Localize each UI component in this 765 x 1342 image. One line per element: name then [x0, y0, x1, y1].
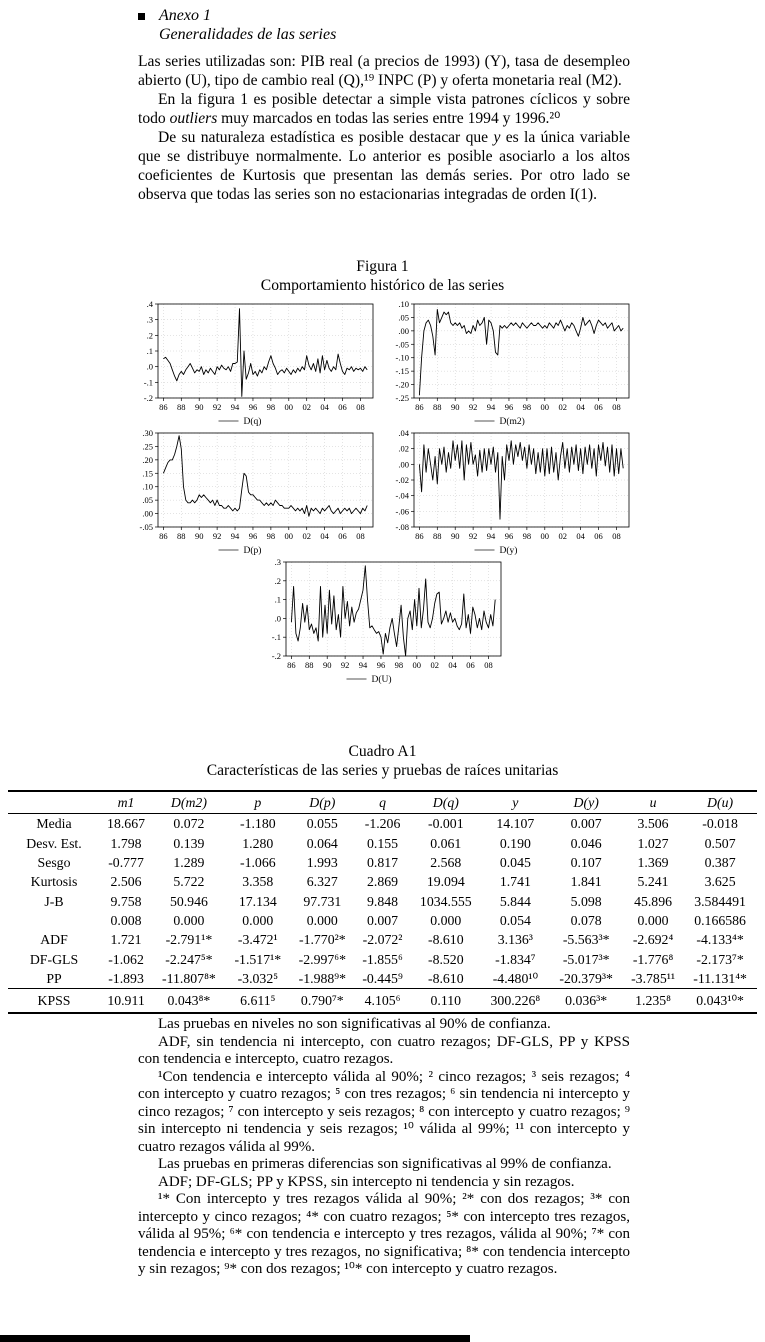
table-cell: 0.045: [499, 854, 531, 870]
table-cell: 0.007: [570, 816, 602, 832]
table-header: [8, 791, 757, 814]
table-cell: 4.105⁶: [355, 989, 411, 1014]
svg-text:86: 86: [159, 402, 168, 412]
svg-text:94: 94: [230, 402, 240, 412]
svg-text:02: 02: [558, 531, 567, 541]
svg-text:-.15: -.15: [395, 366, 409, 377]
chart-legend-label: D(m2): [499, 417, 525, 427]
cuadro-a1-title: [0, 742, 765, 780]
table-notes: [138, 1016, 630, 1279]
paragraph-2-text: En la figura 1 es posible detectar a simple vista patrones cíclicos y sobre todo: [138, 91, 630, 127]
svg-text:.00: .00: [398, 325, 409, 336]
table-cell: 5.844: [499, 893, 531, 909]
svg-text:00: 00: [284, 531, 294, 541]
chart-svg-D(m2): [384, 300, 637, 427]
table-cell: -2.247⁵*: [165, 951, 213, 967]
svg-text:.25: .25: [142, 441, 153, 452]
table-cell: 0.790⁷*: [290, 989, 355, 1014]
table-cell: 9.758: [110, 893, 142, 909]
note-paragraph: ADF, sin tendencia ni intercepto, con cuatro rezagos; DF-GLS, PP y KPSS con tendencia e intercepto, cuatro rezagos.: [138, 1033, 630, 1067]
table-cell: -2.072²: [362, 932, 403, 948]
cuadro-title-line2: Características de las series y pruebas de raíces unitarias: [206, 762, 559, 779]
table-row: [8, 950, 757, 969]
table-cell: 0.046: [570, 835, 602, 851]
column-header: D(q): [410, 791, 481, 814]
svg-text:96: 96: [504, 531, 514, 541]
note-paragraph: ADF; DF-GLS; PP y KPSS, sin intercepto ni tendencia y sin rezagos.: [158, 1173, 575, 1190]
table-cell: -1.770²*: [298, 932, 346, 948]
svg-text:06: 06: [594, 402, 603, 412]
table-cell: -0.777: [108, 854, 144, 870]
table-cell: -3.785¹¹: [631, 971, 675, 987]
table-cell: 0.817: [367, 854, 399, 870]
paragraph-3-text: De su naturaleza estadística es posible destacar que: [158, 129, 494, 146]
svg-text:98: 98: [266, 402, 276, 412]
table-cell: -11.807⁸*: [162, 971, 216, 987]
table-cell: 1.235⁸: [623, 989, 683, 1014]
table-row: [8, 911, 757, 930]
row-label: PP: [46, 971, 62, 987]
table-cell: 0.007: [367, 913, 399, 929]
table-row: [8, 814, 757, 834]
table-cell: 0.000: [173, 913, 205, 929]
table-cell: 0.000: [242, 913, 274, 929]
svg-text:.20: .20: [142, 454, 153, 465]
table-cell: -2.791¹*: [165, 932, 213, 948]
table-cell: 1.369: [637, 854, 669, 870]
svg-text:.2: .2: [146, 330, 153, 341]
table-cell: 9.848: [367, 893, 399, 909]
chart-svg-D(p): [128, 429, 381, 556]
table-cell: 1034.555: [419, 893, 472, 909]
svg-text:00: 00: [412, 660, 422, 670]
table-cell: 5.722: [173, 874, 205, 890]
svg-text:-.1: -.1: [271, 632, 281, 643]
table-cell: -2.692⁴: [632, 932, 674, 948]
row-label: [8, 911, 100, 930]
chart-svg-D(q): [128, 300, 381, 427]
table-cell: 17.134: [238, 893, 277, 909]
svg-text:92: 92: [212, 531, 222, 541]
table-cell: 0.166586: [694, 913, 746, 929]
chart-d-p: [128, 429, 381, 556]
table-cell: 0.078: [570, 913, 602, 929]
table-row: [8, 969, 757, 989]
table-cell: -1.066: [239, 854, 276, 870]
svg-text:-.05: -.05: [139, 522, 153, 532]
annex-title: Anexo 1: [159, 7, 211, 24]
table-cell: 50.946: [169, 893, 208, 909]
svg-text:86: 86: [415, 402, 424, 412]
column-header: D(p): [290, 791, 355, 814]
table-cell: 0.155: [367, 835, 399, 851]
svg-text:-.05: -.05: [395, 339, 409, 350]
row-label: J-B: [44, 893, 64, 909]
table-cell: -5.017³*: [562, 951, 610, 967]
svg-text:.30: .30: [142, 429, 153, 438]
table-row: [8, 930, 757, 949]
table-cell: 1.741: [499, 874, 531, 890]
svg-text:88: 88: [177, 402, 186, 412]
column-header: D(m2): [152, 791, 226, 814]
svg-text:92: 92: [340, 660, 350, 670]
table-cell: -2.173⁷*: [696, 951, 744, 967]
figure-1: [0, 257, 765, 685]
svg-text:.0: .0: [274, 613, 281, 624]
row-label: Kurtosis: [30, 874, 78, 890]
svg-text:-.20: -.20: [395, 379, 409, 390]
svg-text:04: 04: [576, 402, 585, 412]
note-paragraph: Las pruebas en primeras diferencias son significativas al 99% de confianza.: [158, 1156, 612, 1172]
table-cell: 6.327: [306, 874, 338, 890]
svg-text:08: 08: [356, 402, 365, 412]
column-header: D(u): [683, 791, 757, 814]
table-cell: -5.563³*: [562, 932, 610, 948]
svg-text:.00: .00: [398, 459, 409, 470]
table-cell: 0.190: [499, 835, 531, 851]
table-cell: 0.061: [430, 835, 462, 851]
unit-root-table: [8, 790, 757, 1014]
svg-text:.05: .05: [398, 312, 409, 323]
table-cell: 1.289: [173, 854, 205, 870]
svg-text:92: 92: [212, 402, 222, 412]
table-cell: -11.131⁴*: [693, 971, 747, 987]
chart-d-u: [256, 558, 509, 685]
paragraph-1: Las series utilizadas son: PIB real (a precios de 1993) (Y), tasa de desempleo abierto (U), tipo de cambio real (Q),¹⁹ INPC (P) y oferta monetaria real (M2).: [138, 53, 630, 89]
svg-text:86: 86: [287, 660, 296, 670]
table-cell: -8.610: [427, 932, 464, 948]
table-cell: 1.280: [242, 835, 274, 851]
table-cell: -4.480¹⁰: [492, 971, 539, 987]
svg-text:88: 88: [433, 402, 442, 412]
row-label: KPSS: [8, 989, 100, 1014]
table-cell: 0.064: [306, 835, 338, 851]
paragraph-2: [138, 90, 630, 128]
svg-text:86: 86: [415, 531, 424, 541]
svg-text:98: 98: [394, 660, 404, 670]
table-cell: 1.721: [110, 932, 142, 948]
svg-text:-.1: -.1: [143, 377, 153, 388]
column-header: y: [481, 791, 549, 814]
svg-text:.05: .05: [142, 495, 153, 506]
row-label: ADF: [40, 932, 68, 948]
table-cell: 2.568: [430, 854, 462, 870]
figure-subtitle: Comportamiento histórico de las series: [260, 277, 505, 294]
column-header: m1: [100, 791, 152, 814]
table-cell: 0.054: [499, 913, 531, 929]
annex-subtitle: Generalidades de las series: [159, 26, 337, 43]
svg-text:06: 06: [594, 531, 603, 541]
svg-text:06: 06: [338, 402, 347, 412]
svg-text:08: 08: [356, 531, 365, 541]
svg-text:96: 96: [504, 402, 514, 412]
table-cell: 0.072: [173, 816, 205, 832]
table-row: [8, 872, 757, 891]
table-cell: 300.226⁸: [481, 989, 549, 1014]
svg-text:02: 02: [430, 660, 439, 670]
svg-text:98: 98: [522, 402, 532, 412]
table-row: [8, 853, 757, 872]
svg-text:90: 90: [322, 660, 332, 670]
intro-paragraphs: [138, 52, 630, 204]
note-paragraph: ¹Con tendencia e intercepto válida al 90%; ² cinco rezagos; ³ seis rezagos; ⁴ con intercepto y cuatro rezagos; ⁵ con tres rezagos; ⁶ sin tendencia ni intercepto y cinco rezagos; ⁷ con intercepto y seis rezagos; ⁸ con intercepto y cuatro rezagos; ⁹ sin intercepto ni tendencia y seis rezagos; ¹⁰ válida al 99%; ¹¹ con intercepto y cuatro rezagos válida al 99%.: [138, 1068, 630, 1155]
table-cell: 5.098: [570, 893, 602, 909]
column-header: D(y): [549, 791, 623, 814]
table-cell: -1.776⁸: [632, 951, 674, 967]
row-label: Sesgo: [37, 854, 71, 870]
chart-d-y: [384, 429, 637, 556]
table-cell: 2.506: [110, 874, 142, 890]
table-cell: 14.107: [496, 816, 535, 832]
svg-text:04: 04: [448, 660, 457, 670]
table-cell: -1.062: [108, 951, 144, 967]
svg-text:-.02: -.02: [395, 475, 409, 485]
svg-text:02: 02: [302, 531, 311, 541]
table-cell: 2.869: [367, 874, 399, 890]
table-cell: 45.896: [634, 893, 673, 909]
table-row: [8, 989, 757, 1014]
svg-text:90: 90: [450, 402, 460, 412]
table-cell: -0.445⁹: [362, 971, 403, 987]
table-cell: -1.517¹*: [234, 951, 282, 967]
svg-text:.3: .3: [146, 314, 153, 325]
svg-text:98: 98: [266, 531, 276, 541]
table-cell: -1.855⁶: [362, 951, 403, 967]
table-cell: 1.027: [637, 835, 669, 851]
figure-charts: [0, 300, 765, 685]
svg-text:94: 94: [486, 402, 496, 412]
chart-svg-D(U): [256, 558, 509, 685]
paragraph-3-italic: y: [493, 129, 501, 146]
table-cell: 3.625: [704, 874, 736, 890]
note-paragraph: ¹* Con intercepto y tres rezagos válida al 90%; ²* con dos rezagos; ³* con intercepto y cinco rezagos; ⁴* con cuatro rezagos; ⁵* con intercepto tres rezagos, válida al 95%; ⁶* con tendencia e intercepto y tres rezagos, válida al 90%; ⁷* con tendencia e intercepto y tres rezagos, no significativa; ⁸* con tendencia intercepto y sin rezagos; ⁹* con dos rezagos; ¹⁰* con intercepto y cuatro rezagos.: [138, 1191, 630, 1277]
table-cell: -3.472¹: [237, 932, 278, 948]
chart-legend-label: D(U): [371, 675, 392, 685]
svg-text:94: 94: [486, 531, 496, 541]
table-cell: -0.001: [427, 816, 464, 832]
table-cell: 0.507: [704, 835, 736, 851]
column-header: u: [623, 791, 683, 814]
svg-text:96: 96: [248, 531, 258, 541]
table-cell: -1.834⁷: [495, 951, 536, 967]
chart-d-q: [128, 300, 381, 427]
table-cell: 0.000: [306, 913, 338, 929]
svg-text:.1: .1: [274, 594, 281, 605]
svg-text:04: 04: [320, 402, 329, 412]
svg-text:.1: .1: [146, 346, 153, 356]
table-cell: 0.008: [110, 913, 142, 929]
bullet-square-icon: [138, 13, 145, 20]
svg-text:02: 02: [558, 402, 567, 412]
svg-text:88: 88: [177, 531, 186, 541]
table-cell: 0.139: [173, 835, 205, 851]
svg-text:-.06: -.06: [395, 506, 409, 517]
svg-text:00: 00: [540, 402, 550, 412]
svg-text:-.10: -.10: [395, 352, 409, 363]
table-cell: 1.841: [570, 874, 602, 890]
svg-text:88: 88: [433, 531, 442, 541]
svg-text:94: 94: [230, 531, 240, 541]
table-cell: -8.520: [427, 951, 464, 967]
table-cell: 0.110: [410, 989, 481, 1014]
svg-text:90: 90: [450, 531, 460, 541]
svg-text:02: 02: [302, 402, 311, 412]
table-cell: -2.997⁶*: [298, 951, 346, 967]
chart-legend-label: D(q): [243, 417, 262, 427]
paragraph-2-text: muy marcados en todas las series entre 1994 y 1996.²⁰: [217, 110, 561, 127]
svg-text:94: 94: [358, 660, 368, 670]
svg-text:90: 90: [194, 531, 204, 541]
svg-text:.00: .00: [142, 508, 153, 519]
svg-text:08: 08: [484, 660, 493, 670]
svg-text:08: 08: [612, 402, 621, 412]
table-cell: 0.036³*: [549, 989, 623, 1014]
paragraph-3: [138, 128, 630, 204]
table-cell: 97.731: [303, 893, 342, 909]
table-cell: 0.055: [306, 816, 338, 832]
table-cell: 19.094: [426, 874, 465, 890]
table-cell: 0.043⁸*: [152, 989, 226, 1014]
row-label: DF-GLS: [29, 951, 79, 967]
svg-text:04: 04: [320, 531, 329, 541]
svg-text:.10: .10: [142, 481, 153, 492]
table-row: [8, 892, 757, 911]
chart-legend-label: D(p): [243, 546, 262, 556]
table-cell: -3.032⁵: [237, 971, 279, 987]
table-cell: -8.610: [427, 971, 464, 987]
table-body: [8, 814, 757, 1014]
table-cell: 6.611⁵: [226, 989, 290, 1014]
table-cell: 1.798: [110, 835, 142, 851]
figure-title: Figura 1: [356, 258, 409, 275]
svg-text:08: 08: [612, 531, 621, 541]
table-cell: 3.358: [242, 874, 274, 890]
table-cell: 18.667: [107, 816, 145, 832]
row-label: Desv. Est.: [26, 835, 82, 851]
svg-text:96: 96: [376, 660, 386, 670]
annex-heading: [138, 6, 336, 44]
chart-d-m2: [384, 300, 637, 427]
paragraph-2-italic: outliers: [169, 110, 218, 127]
table-cell: 0.043¹⁰*: [683, 989, 757, 1014]
svg-text:00: 00: [540, 531, 550, 541]
table-cell: 3.136³: [497, 932, 533, 948]
svg-text:00: 00: [284, 402, 294, 412]
table-cell: -20.379³*: [559, 971, 613, 987]
svg-text:06: 06: [338, 531, 347, 541]
svg-text:-.2: -.2: [143, 393, 153, 403]
table-row: [8, 833, 757, 852]
svg-text:.2: .2: [274, 575, 281, 586]
table-cell: -0.018: [702, 816, 738, 832]
svg-text:.02: .02: [398, 443, 409, 454]
bottom-black-bar: [0, 1335, 470, 1342]
svg-text:90: 90: [194, 402, 204, 412]
svg-text:86: 86: [159, 531, 168, 541]
chart-legend-label: D(y): [499, 546, 518, 556]
table-cell: 0.387: [704, 854, 736, 870]
svg-text:92: 92: [468, 531, 478, 541]
svg-text:-.08: -.08: [395, 522, 409, 532]
svg-text:96: 96: [248, 402, 258, 412]
svg-text:.10: .10: [398, 300, 409, 309]
svg-text:88: 88: [305, 660, 314, 670]
svg-text:-.2: -.2: [271, 651, 281, 661]
column-header: [8, 791, 100, 814]
table-cell: 0.000: [430, 913, 462, 929]
table-cell: 10.911: [100, 989, 152, 1014]
column-header: p: [226, 791, 290, 814]
svg-text:-.04: -.04: [395, 490, 409, 501]
table-cell: 1.993: [306, 854, 338, 870]
svg-text:92: 92: [468, 402, 478, 412]
svg-text:.15: .15: [142, 468, 153, 479]
column-header: q: [355, 791, 411, 814]
table-cell: -1.893: [108, 971, 144, 987]
svg-text:.3: .3: [274, 558, 281, 567]
chart-svg-D(y): [384, 429, 637, 556]
svg-text:06: 06: [466, 660, 475, 670]
paragraph-3-text: es la única variable que se distribuye normalmente. Lo anterior es posible asociarlo a los altos coeficientes de Kurtosis que presentan las demás series. Por otro lado se observa que todas las series son no estacionarias integradas de orden I(1).: [138, 129, 630, 203]
svg-text:98: 98: [522, 531, 532, 541]
table-cell: 3.506: [637, 816, 669, 832]
table-cell: 3.584491: [694, 893, 746, 909]
table-cell: -1.206: [364, 816, 401, 832]
table-cell: -4.133⁴*: [696, 932, 744, 948]
svg-text:04: 04: [576, 531, 585, 541]
table-cell: 0.000: [637, 913, 669, 929]
svg-text:.0: .0: [146, 361, 153, 372]
row-label: Media: [36, 816, 72, 832]
svg-text:-.25: -.25: [395, 393, 409, 403]
cuadro-title-line1: Cuadro A1: [348, 743, 417, 760]
table-cell: -1.988⁹*: [298, 971, 346, 987]
note-paragraph: Las pruebas en niveles no son significativas al 90% de confianza.: [158, 1016, 551, 1032]
table-cell: 0.107: [570, 854, 602, 870]
svg-text:.4: .4: [146, 300, 153, 309]
table-cell: -1.180: [239, 816, 276, 832]
table-cell: 5.241: [637, 874, 669, 890]
svg-text:.04: .04: [398, 429, 409, 438]
